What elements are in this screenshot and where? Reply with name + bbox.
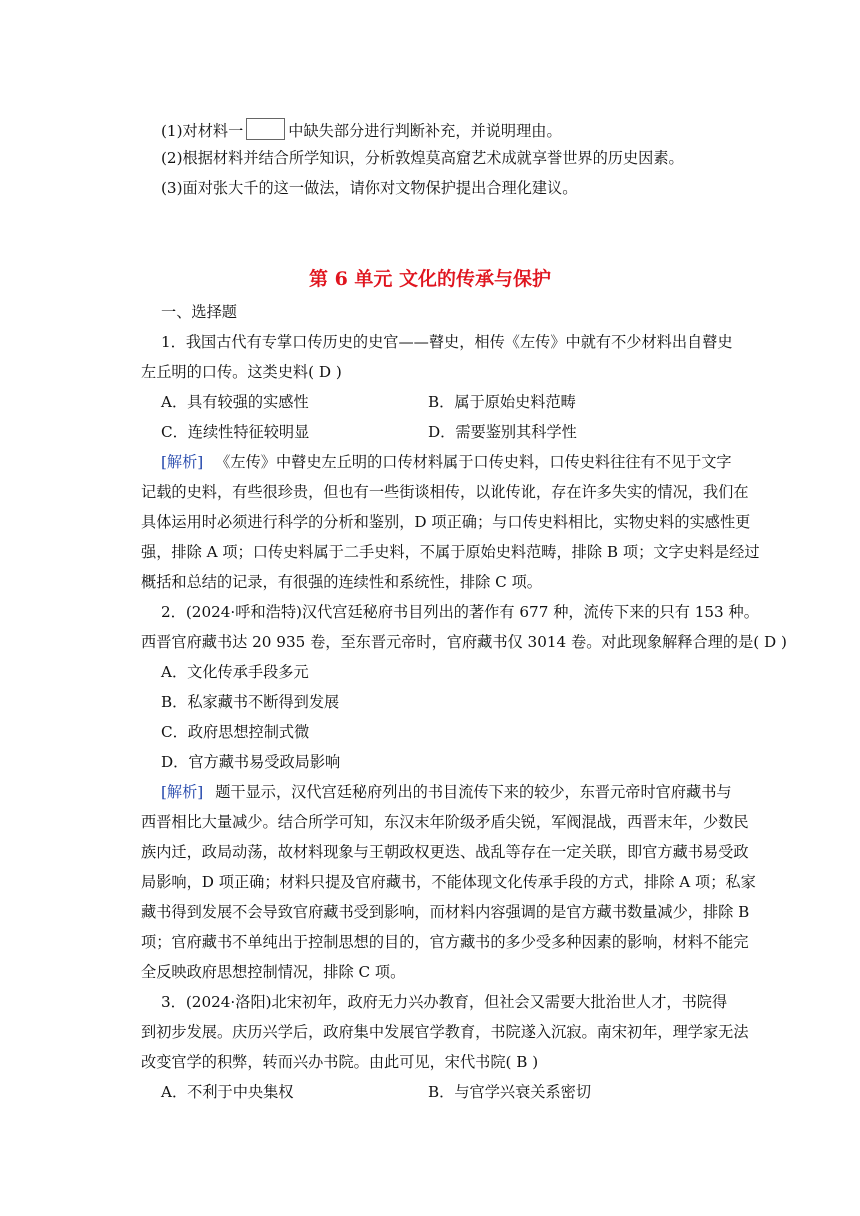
- q2-analysis-line: 西晋相比大量减少。结合所学可知，东汉末年阶级矛盾尖锐，军阀混战，西晋末年，少数民: [141, 813, 749, 831]
- q2-option-a: A．文化传承手段多元: [161, 663, 309, 681]
- subquestion-3: (3)面对张大千的这一做法，请你对文物保护提出合理化建议。: [161, 179, 578, 197]
- q2-stem-line: 西晋官府藏书达 20 935 卷，至东晋元帝时，官府藏书仅 3014 卷。对此现象解释合理的是( D ): [141, 633, 787, 651]
- q1-stem-line: 1．我国古代有专掌口传历史的史官——瞽史，相传《左传》中就有不少材料出自瞽史: [161, 333, 733, 351]
- q2-analysis-line: 项；官府藏书不单纯出于控制思想的目的，官方藏书的多少受多种因素的影响，材料不能完: [141, 933, 749, 951]
- subquestion-1-text-after: 中缺失部分进行判断补充，并说明理由。: [288, 122, 562, 140]
- q2-analysis-line: 全反映政府思想控制情况，排除 C 项。: [141, 963, 406, 981]
- q1-option-a: A．具有较强的实感性: [161, 393, 309, 411]
- q2-stem-line: 2．(2024·呼和浩特)汉代宫廷秘府书目列出的著作有 677 种，流传下来的只有 153 种。: [161, 603, 759, 621]
- q2-option-c: C．政府思想控制式微: [161, 723, 310, 741]
- section-heading: 一、选择题: [161, 303, 237, 321]
- q3-stem-line: 改变官学的积弊，转而兴办书院。由此可见，宋代书院( B ): [141, 1053, 539, 1071]
- q3-stem-line: 到初步发展。庆历兴学后，政府集中发展官学教育，书院遂入沉寂。南宋初年，理学家无法: [141, 1023, 749, 1041]
- q2-option-d: D．官方藏书易受政局影响: [161, 753, 341, 771]
- missing-material-box: [246, 118, 285, 140]
- q1-analysis-line: 强，排除 A 项；口传史料属于二手史料，不属于原始史料范畴，排除 B 项；文字史料是经过: [141, 543, 760, 561]
- analysis-tag: [解析]: [161, 453, 204, 471]
- q1-analysis-text: 《左传》中瞽史左丘明的口传材料属于口传史料，口传史料往往有不见于文字: [215, 453, 732, 471]
- unit-title: 第 6 单元 文化的传承与保护: [308, 268, 552, 290]
- q3-stem-line: 3．(2024·洛阳)北宋初年，政府无力兴办教育，但社会又需要大批治世人才，书院得: [161, 993, 728, 1011]
- q2-analysis-line: 局影响，D 项正确；材料只提及官府藏书，不能体现文化传承手段的方式，排除 A 项；私家: [141, 873, 756, 891]
- q1-analysis-line: 具体运用时必须进行科学的分析和鉴别，D 项正确；与口传史料相比，实物史料的实感性更: [141, 513, 751, 531]
- q1-option-d: D．需要鉴别其科学性: [428, 423, 577, 441]
- q2-analysis-line: [161, 782, 732, 802]
- q2-option-b: B．私家藏书不断得到发展: [161, 693, 340, 711]
- q2-analysis-line: 藏书得到发展不会导致官府藏书受到影响，而材料内容强调的是官方藏书数量减少，排除 B: [141, 903, 750, 921]
- q1-stem-line: 左丘明的口传。这类史料( D ): [141, 363, 342, 381]
- q1-option-c: C．连续性特征较明显: [161, 423, 310, 441]
- q1-option-b: B．属于原始史料范畴: [428, 393, 576, 411]
- q3-option-b: B．与官学兴衰关系密切: [428, 1083, 592, 1101]
- q1-analysis-line: [161, 452, 732, 472]
- analysis-tag: [解析]: [161, 783, 204, 801]
- q1-analysis-line: 概括和总结的记录，有很强的连续性和系统性，排除 C 项。: [141, 573, 542, 591]
- subquestion-1: [161, 118, 562, 141]
- subquestion-2: (2)根据材料并结合所学知识，分析敦煌莫高窟艺术成就享誉世界的历史因素。: [161, 149, 684, 167]
- subquestion-1-text-before: (1)对材料一: [161, 122, 244, 140]
- q1-analysis-line: 记载的史料，有些很珍贵，但也有一些街谈相传，以讹传讹，存在许多失实的情况，我们在: [141, 483, 749, 501]
- q2-analysis-text: 题干显示，汉代宫廷秘府列出的书目流传下来的较少，东晋元帝时官府藏书与: [215, 783, 732, 801]
- q3-option-a: A．不利于中央集权: [161, 1083, 294, 1101]
- q2-analysis-line: 族内迁，政局动荡，故材料现象与王朝政权更迭、战乱等存在一定关联，即官方藏书易受政: [141, 843, 749, 861]
